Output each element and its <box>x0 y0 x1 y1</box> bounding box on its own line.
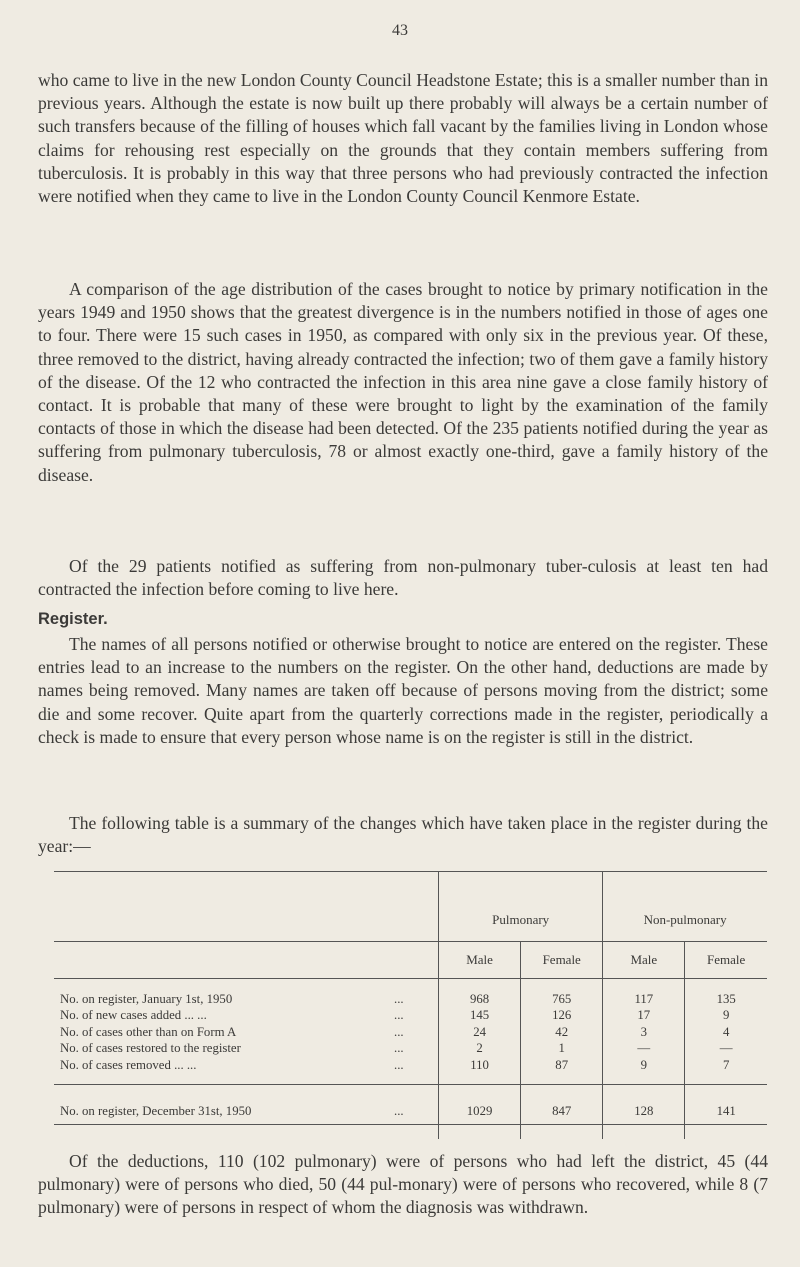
table-cell: 110 <box>439 1057 521 1084</box>
table-cell: 4 <box>685 1024 767 1041</box>
row-label: No. of cases other than on Form A <box>60 1024 237 1039</box>
paragraph-1: who came to live in the new London County Council Headstone Estate; this is a smaller number than in previous years. Although the estate is now built up there probably will always be a certain number of such transfers because of the filling of houses which fall vacant by the families living in London whose claims for rehousing rest especially on the grounds that they contain members suffering from tuberculosis. It is probably in this way that three persons who had previously contracted the infection were notified when they came to live in the London County Council Kenmore Estate. <box>38 70 768 207</box>
table-cell: — <box>603 1041 685 1058</box>
leader-dots: ... <box>394 1104 404 1118</box>
page-number: 43 <box>392 22 408 39</box>
table-corner <box>54 872 439 942</box>
table-cell: 3 <box>603 1024 685 1041</box>
table-cell: 135 <box>685 979 767 1008</box>
table-cell: 968 <box>439 979 521 1008</box>
paragraph-5: The following table is a summary of the changes which have taken place in the register during the year:— <box>38 813 768 857</box>
table-row <box>54 979 767 1008</box>
table-cell: 765 <box>521 979 603 1008</box>
leader-dots: ... <box>394 991 404 1006</box>
paragraph-3: Of the 29 patients notified as suffering from non-pulmonary tuber-culosis at least ten had contracted the infection before coming to live here. <box>38 556 768 600</box>
total-cell: 141 <box>685 1084 767 1139</box>
total-cell: 1029 <box>439 1084 521 1139</box>
leader-dots: ... <box>394 1041 404 1056</box>
row-label: No. of cases restored to the register <box>60 1041 241 1056</box>
leader-dots: ... <box>394 1057 404 1072</box>
row-label: No. on register, January 1st, 1950 <box>60 991 233 1006</box>
leader-dots: ... <box>394 1008 404 1023</box>
header-non-pulmonary: Non-pulmonary <box>603 872 767 942</box>
section-heading-register: Register. <box>38 610 108 628</box>
total-label: No. on register, December 31st, 1950 <box>60 1104 252 1118</box>
table-row <box>54 1041 767 1058</box>
table-row <box>54 1008 767 1025</box>
table-total-row <box>54 1084 767 1139</box>
table-cell: 24 <box>439 1024 521 1041</box>
table-cell: 9 <box>603 1057 685 1084</box>
paragraph-2: A comparison of the age distribution of the cases brought to notice by primary notification in the years 1949 and 1950 shows that the greatest divergence is in the numbers notified in those of ages one to four. There were 15 such cases in 1950, as compared with only six in the previous year. Of these, three removed to the district, having already contracted the infection; two of them gave a family history of the disease. Of the 12 who contracted the infection in this area nine gave a close family history of contact. It is probable that many of these were brought to light by the examination of the family contacts of those in which the disease had been detected. Of the 235 patients notified during the year as suffering from pulmonary tuberculosis, 78 or almost exactly one-third, gave a family history of the disease. <box>38 279 768 485</box>
table-cell: — <box>685 1041 767 1058</box>
total-cell: 128 <box>603 1084 685 1139</box>
subheader-pulmonary-female: Female <box>521 942 603 979</box>
row-label: No. of new cases added ... ... <box>60 1008 207 1023</box>
leader-dots: ... <box>394 1024 404 1039</box>
total-cell: 847 <box>521 1084 603 1139</box>
table-cell: 145 <box>439 1008 521 1025</box>
subheader-nonpulmonary-male: Male <box>603 942 685 979</box>
table-cell: 87 <box>521 1057 603 1084</box>
subheader-nonpulmonary-female: Female <box>685 942 767 979</box>
table-cell: 2 <box>439 1041 521 1058</box>
paragraph-4: The names of all persons notified or otherwise brought to notice are entered on the register. These entries lead to an increase to the numbers on the register. On the other hand, deductions are made by names being removed. Many names are taken off because of persons moving from the district; some die and some recover. Quite apart from the quarterly corrections made in the register, periodically a check is made to ensure that every person whose name is on the register is still in the district. <box>38 634 768 747</box>
table-cell: 9 <box>685 1008 767 1025</box>
table-row <box>54 1024 767 1041</box>
table-cell: 126 <box>521 1008 603 1025</box>
subheader-pulmonary-male: Male <box>439 942 521 979</box>
table-row <box>54 1057 767 1084</box>
header-pulmonary: Pulmonary <box>439 872 603 942</box>
table-cell: 7 <box>685 1057 767 1084</box>
register-summary-table <box>54 871 767 1125</box>
table-cell: 42 <box>521 1024 603 1041</box>
table-cell: 17 <box>603 1008 685 1025</box>
row-label: No. of cases removed ... ... <box>60 1057 197 1072</box>
table-cell: 117 <box>603 979 685 1008</box>
paragraph-6: Of the deductions, 110 (102 pulmonary) were of persons who had left the district, 45 (44 pulmonary) were of persons who died, 50 (44 pul-monary) were of persons who recovered, while 8 (7 pulmonary) were of persons in respect of whom the diagnosis was withdrawn. <box>38 1151 768 1218</box>
table-cell: 1 <box>521 1041 603 1058</box>
